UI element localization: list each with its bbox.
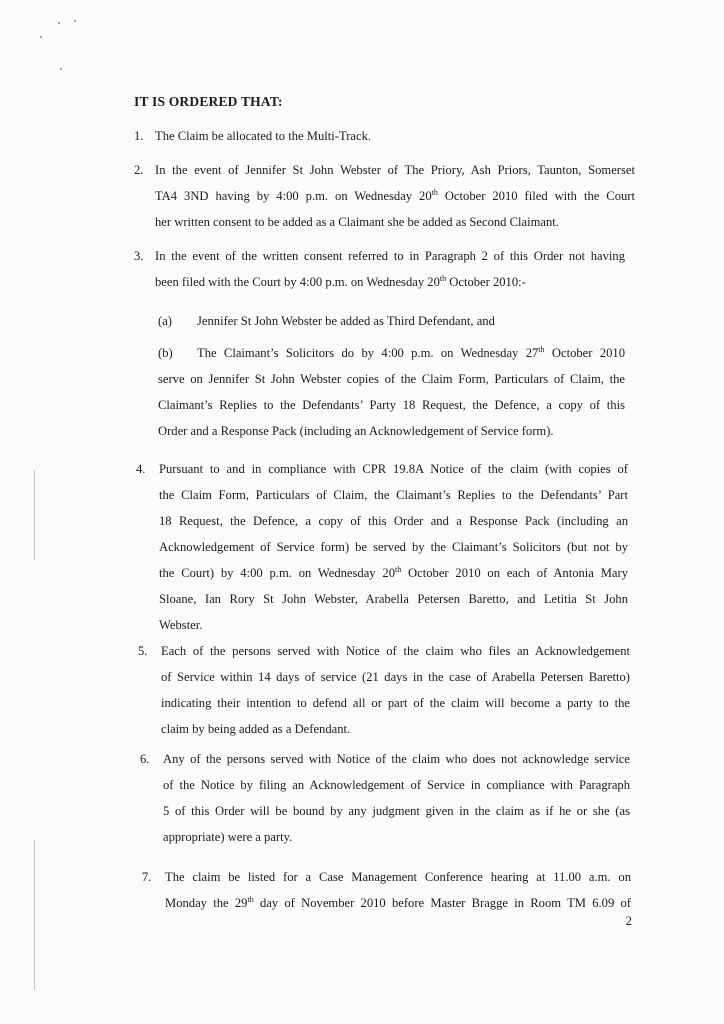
scan-speck <box>40 36 42 38</box>
scan-speck <box>58 22 60 24</box>
scan-edge-mark <box>34 840 35 990</box>
item-line: Webster. <box>159 618 203 632</box>
ordinal-suffix: th <box>431 187 438 197</box>
order-item-3 <box>155 243 625 295</box>
item-line: In the event of Jennifer St John Webster of The Priory, Ash Priors, Taunton, Somerset <box>155 163 635 177</box>
order-item-5 <box>161 638 630 742</box>
item-line: of Service within 14 days of service (21 days in the case of Arabella Petersen Baretto) <box>161 670 630 684</box>
item-line: In the event of the written consent referred to in Paragraph 2 of this Order not having <box>155 249 625 263</box>
sub-item-line: serve on Jennifer St John Webster copies of the Claim Form, Particulars of Claim, the <box>158 372 625 386</box>
item-line: The claim be listed for a Case Management Conference hearing at 11.00 a.m. on <box>165 870 631 884</box>
order-item-2 <box>155 157 635 235</box>
item-line: been filed with the Court by 4:00 p.m. on Wednesday 20th October 2010:- <box>155 273 526 289</box>
order-item-6 <box>163 746 630 850</box>
item-line: Pursuant to and in compliance with CPR 19.8A Notice of the claim (with copies of <box>159 462 628 476</box>
item-number: 6. <box>140 752 150 766</box>
item-number: 5. <box>138 644 148 658</box>
scan-speck <box>60 68 62 70</box>
item-number: 3. <box>134 249 144 263</box>
order-item-7 <box>165 864 631 916</box>
item-number: 4. <box>136 462 146 476</box>
ordinal-suffix: th <box>538 344 545 354</box>
item-line: Any of the persons served with Notice of the claim who does not acknowledge service <box>163 752 630 766</box>
ordinal-suffix: th <box>395 564 402 574</box>
item-line: her written consent to be added as a Claimant she be added as Second Claimant. <box>155 215 559 229</box>
item-line: the Claim Form, Particulars of Claim, the Claimant’s Replies to the Defendants’ Part <box>159 488 628 502</box>
item-line: the Court) by 4:00 p.m. on Wednesday 20th October 2010 on each of Antonia Mary <box>159 564 628 580</box>
ordinal-suffix: th <box>439 273 447 283</box>
sub-item-label: (a) <box>158 314 172 328</box>
order-item-1 <box>155 123 635 149</box>
order-item-4 <box>159 456 628 638</box>
item-line: The Claim be allocated to the Multi-Track. <box>155 129 372 143</box>
sub-item-line: Claimant’s Replies to the Defendants’ Party 18 Request, the Defence, a copy of this <box>158 398 625 412</box>
sub-item-b <box>158 366 625 444</box>
item-line: Sloane, Ian Rory St John Webster, Arabella Petersen Baretto, and Letitia St John <box>159 592 628 606</box>
item-number: 2. <box>134 163 144 177</box>
item-number: 1. <box>134 129 144 143</box>
item-line: 18 Request, the Defence, a copy of this Order and a Response Pack (including an <box>159 514 628 528</box>
item-number: 7. <box>142 870 152 884</box>
scan-speck <box>74 20 76 22</box>
item-line: Monday the 29th day of November 2010 before Master Bragge in Room TM 6.09 of <box>165 894 631 910</box>
item-line: TA4 3ND having by 4:00 p.m. on Wednesday 20th October 2010 filed with the Court <box>155 187 635 203</box>
sub-item-line: The Claimant’s Solicitors do by 4:00 p.m. on Wednesday 27th October 2010 <box>197 344 625 360</box>
item-line: 5 of this Order will be bound by any judgment given in the claim as if he or she (as <box>163 804 630 818</box>
item-line: of the Notice by filing an Acknowledgement of Service in compliance with Paragraph <box>163 778 630 792</box>
item-line: appropriate) were a party. <box>163 830 293 844</box>
item-line: Acknowledgement of Service form) be served by the Claimant’s Solicitors (but not by <box>159 540 628 554</box>
page-number: 2 <box>625 913 632 928</box>
sub-item-label: (b) <box>158 346 173 360</box>
item-line: Each of the persons served with Notice of the claim who files an Acknowledgement <box>161 644 630 658</box>
item-line: indicating their intention to defend all or part of the claim will become a party to the <box>161 696 630 710</box>
scan-edge-mark <box>34 470 35 560</box>
item-line: claim by being added as a Defendant. <box>161 722 351 736</box>
order-heading: IT IS ORDERED THAT: <box>134 94 283 109</box>
sub-item-b-first-line <box>197 340 625 366</box>
sub-item-line: Order and a Response Pack (including an Acknowledgement of Service form). <box>158 424 554 438</box>
ordinal-suffix: th <box>247 894 254 904</box>
sub-item-text: Jennifer St John Webster be added as Third Defendant, and <box>197 314 495 328</box>
sub-item-a <box>197 308 617 334</box>
